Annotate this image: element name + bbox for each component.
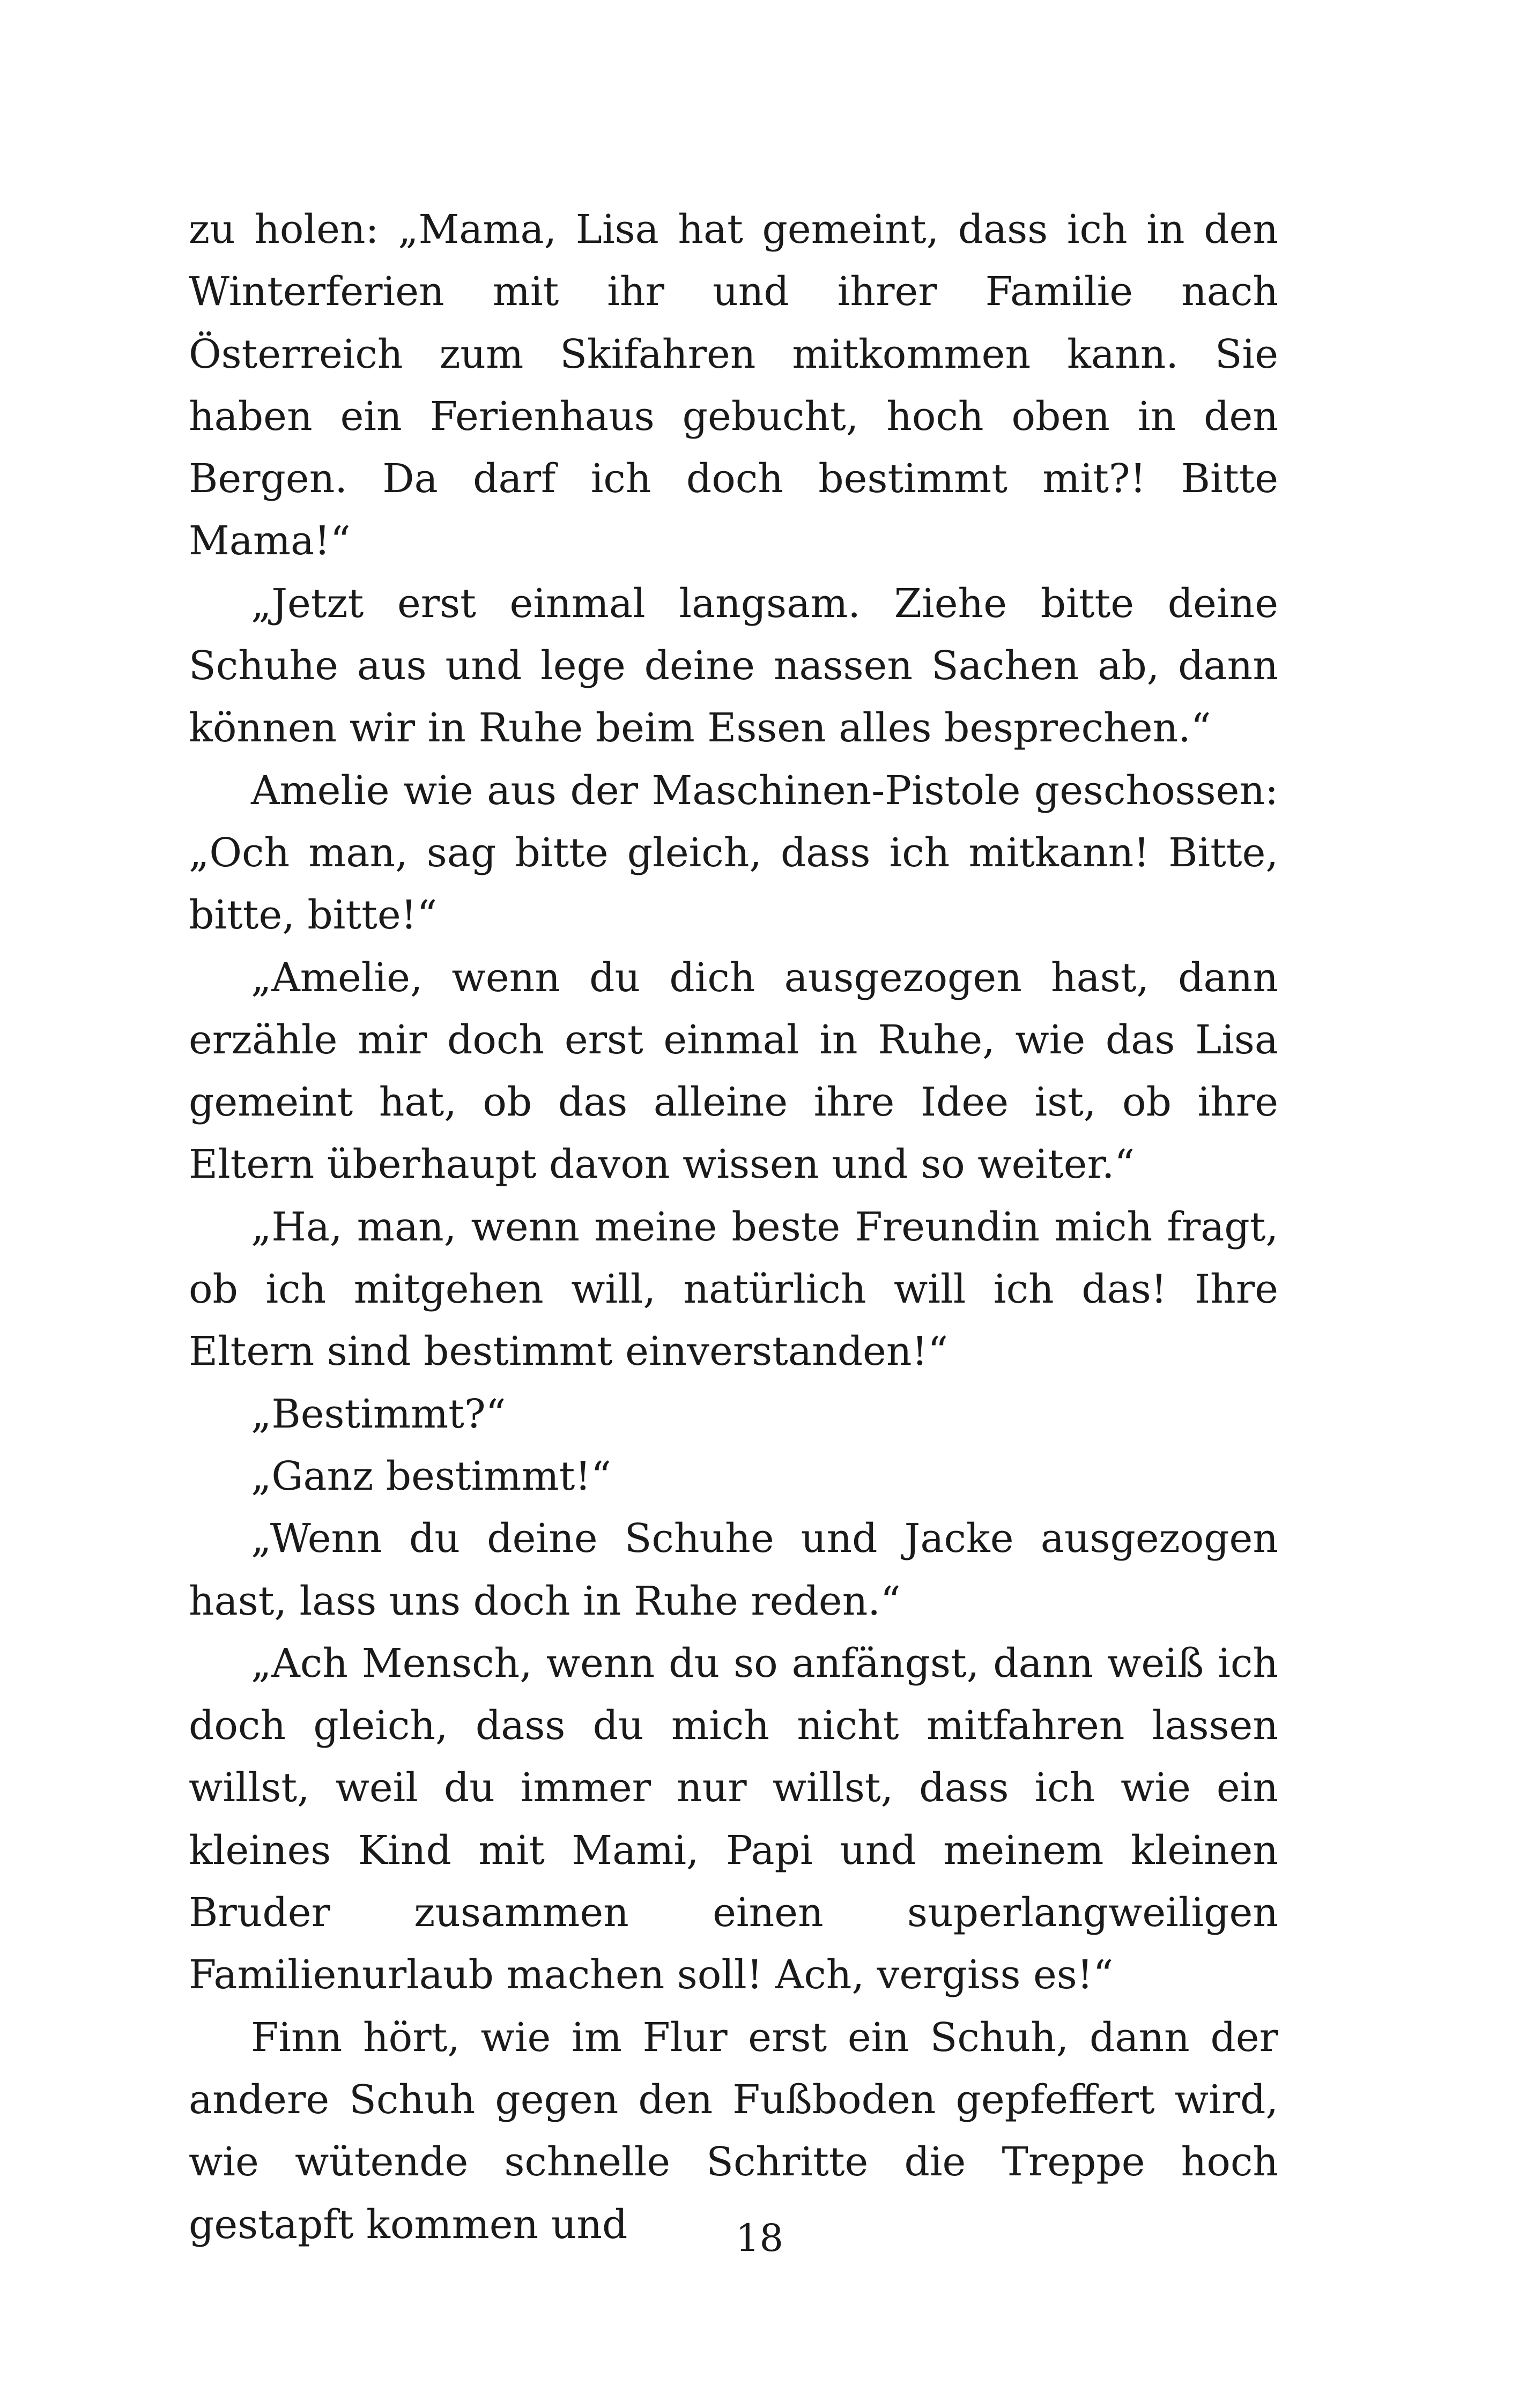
paragraph: zu holen: „Mama, Lisa hat gemeint, dass ich in den Winterferien mit ihr und ihrer Familie nach Österreich zum Skifahren mitkommen kann. Sie haben ein Ferienhaus gebucht, hoch oben in den Bergen. Da darf ich doch bestimmt mit?! Bitte Mama!“ (189, 206, 1278, 564)
paragraph: Amelie wie aus der Maschinen-Pistole geschossen: „Och man, sag bitte gleich, dass ich mitkann! Bitte, bitte, bitte!“ (189, 767, 1278, 939)
paragraph: „Ha, man, wenn meine beste Freundin mich fragt, ob ich mitgehen will, natürlich will ich das! Ihre Eltern sind bestimmt einverstanden!“ (189, 1203, 1278, 1375)
paragraph: „Ganz bestimmt!“ (251, 1453, 611, 1499)
page-number: 18 (735, 2216, 784, 2260)
paragraph: „Wenn du deine Schuhe und Jacke ausgezogen hast, lass uns doch in Ruhe reden.“ (189, 1515, 1278, 1624)
paragraph: Finn hört, wie im Flur erst ein Schuh, dann der andere Schuh gegen den Fußboden gepfeffert wird, wie wütende schnelle Schritte die Treppe hoch gestapft kommen und (189, 2014, 1278, 2248)
paragraph: „Amelie, wenn du dich ausgezogen hast, dann erzähle mir doch erst einmal in Ruhe, wie das Lisa gemeint hat, ob das alleine ihre Idee ist, ob ihre Eltern überhaupt davon wissen und so weiter.“ (189, 954, 1278, 1188)
paragraph: „Bestimmt?“ (251, 1391, 506, 1437)
paragraph: „Ach Mensch, wenn du so anfängst, dann weiß ich doch gleich, dass du mich nicht mitfahren lassen willst, weil du immer nur willst, dass ich wie ein kleines Kind mit Mami, Papi und meinem kleinen Bruder zusammen einen superlangweiligen Familienurlaub machen soll! Ach, vergiss es!“ (189, 1640, 1278, 1998)
paragraph: „Jetzt erst einmal langsam. Ziehe bitte deine Schuhe aus und lege deine nassen Sachen ab, dann können wir in Ruhe beim Essen alles besprechen.“ (189, 580, 1278, 752)
